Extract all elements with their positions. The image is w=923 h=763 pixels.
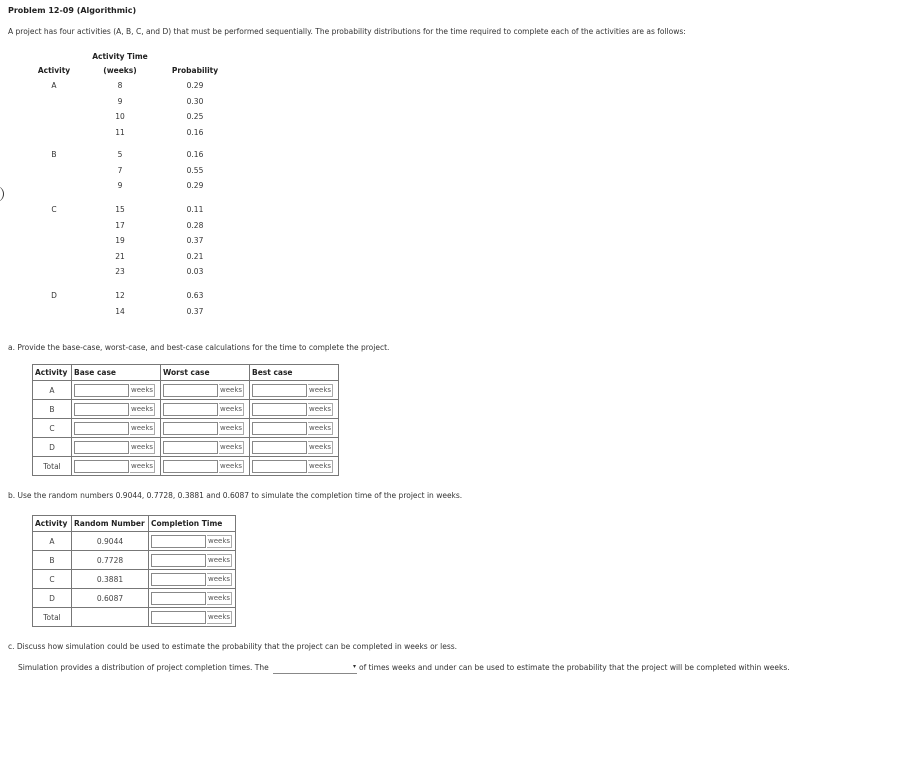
case-row-activity: C [33,419,72,438]
sim-row-activity: A [33,532,72,551]
completion-time-input[interactable] [151,611,206,624]
sim-random-number: 0.6087 [72,589,149,608]
dist-probability-value: 0.03 [186,267,204,276]
dist-probability-value: 0.55 [186,165,204,175]
weeks-unit-label: weeks [219,403,244,416]
dist-activity-c: C [51,205,57,214]
weeks-unit-label: weeks [130,384,155,397]
sim-row-activity: D [33,589,72,608]
part-c-dropdown[interactable] [273,664,357,674]
case-row-a [33,381,339,400]
dist-time-value: 12 [115,291,125,300]
base-case-cell [72,419,161,438]
case-table [32,364,339,476]
completion-time-cell [149,532,236,551]
weeks-unit-label: weeks [207,554,232,567]
completion-time-wrap [149,573,235,586]
sim-random-number: 0.3881 [72,570,149,589]
weeks-unit-label: weeks [219,441,244,454]
dist-time-value: 17 [115,220,125,230]
dist-activity-a: A [51,81,57,90]
part-b-question: b. Use the random numbers 0.9044, 0.7728, 0.3881 and 0.6087 to simulate the completion time of the project in weeks. [8,491,463,500]
weeks-unit-label: weeks [219,384,244,397]
sim-header-activity: Activity [33,516,72,532]
completion-time-wrap [149,535,235,548]
dist-header-time-line1: Activity Time [92,52,148,61]
part-c-answer-after: of times weeks and under can be used to estimate the probability that the project will be completed within weeks. [359,663,790,672]
base-case-wrap [72,441,160,454]
weeks-unit-label: weeks [308,422,333,435]
dist-time-value: 10 [115,112,125,121]
weeks-unit-label: weeks [130,422,155,435]
worst-case-cell [161,400,250,419]
dist-probability-value: 0.21 [186,251,204,261]
dist-time-value: 5 [117,150,123,159]
sim-random-number: 0.9044 [72,532,149,551]
dist-header-probability: Probability [171,66,219,75]
case-header-best-case: Best case [250,365,339,381]
base-case-input[interactable] [74,384,129,397]
sim-row-activity: B [33,551,72,570]
base-case-input[interactable] [74,403,129,416]
sim-row-b [33,551,236,570]
part-c-answer-before: Simulation provides a distribution of project completion times. The [18,663,269,672]
completion-time-wrap [149,592,235,605]
dist-probability-value: 0.25 [186,112,204,121]
worst-case-input[interactable] [163,460,218,473]
completion-time-input[interactable] [151,573,206,586]
completion-time-cell [149,551,236,570]
worst-case-cell [161,419,250,438]
sim-row-activity: C [33,570,72,589]
case-row-activity: B [33,400,72,419]
best-case-input[interactable] [252,403,307,416]
best-case-wrap [250,460,338,473]
part-a-question: a. Provide the base-case, worst-case, and best-case calculations for the time to complete the project. [8,343,390,352]
sim-row-total [33,608,236,627]
weeks-unit-label: weeks [308,441,333,454]
dist-probability-value: 0.37 [186,306,204,316]
best-case-input[interactable] [252,422,307,435]
case-row-activity: A [33,381,72,400]
weeks-unit-label: weeks [308,403,333,416]
dist-time-value: 21 [115,251,125,261]
dist-time-value: 9 [117,96,123,106]
dist-time-value: 11 [115,127,125,137]
dist-time-value: 15 [115,205,125,214]
problem-title: Problem 12-09 (Algorithmic) [8,6,137,15]
dist-probability-value: 0.37 [186,236,204,245]
sim-row-a [33,532,236,551]
dist-probability-value: 0.63 [186,291,204,300]
weeks-unit-label: weeks [219,422,244,435]
base-case-input[interactable] [74,422,129,435]
base-case-cell [72,381,161,400]
sim-row-activity: Total [33,608,72,627]
weeks-unit-label: weeks [207,573,232,586]
case-row-d [33,438,339,457]
left-edge-bracket [0,186,4,202]
case-row-b [33,400,339,419]
dist-time-value: 23 [115,267,125,276]
weeks-unit-label: weeks [219,460,244,473]
best-case-cell [250,457,339,476]
completion-time-cell [149,570,236,589]
sim-row-d [33,589,236,608]
completion-time-input[interactable] [151,592,206,605]
dist-time-value: 8 [117,81,123,90]
best-case-input[interactable] [252,384,307,397]
dist-probability-value: 0.29 [186,181,204,190]
dist-probability-value: 0.28 [186,220,204,230]
weeks-unit-label: weeks [308,460,333,473]
best-case-wrap [250,403,338,416]
dist-probability-value: 0.11 [186,205,204,214]
weeks-unit-label: weeks [130,403,155,416]
dist-probability-value: 0.16 [186,127,204,137]
worst-case-input[interactable] [163,403,218,416]
simulation-table [32,515,236,627]
worst-case-input[interactable] [163,384,218,397]
part-c-question: c. Discuss how simulation could be used to estimate the probability that the project can be completed in weeks or less. [8,642,458,651]
best-case-input[interactable] [252,460,307,473]
weeks-unit-label: weeks [130,441,155,454]
base-case-wrap [72,460,160,473]
dist-activity-b: B [51,150,57,159]
sim-header-completion-time: Completion Time [149,516,236,532]
case-header-activity: Activity [33,365,72,381]
sim-header-random-number: Random Number [72,516,149,532]
completion-time-input[interactable] [151,554,206,567]
completion-time-input[interactable] [151,535,206,548]
best-case-cell [250,419,339,438]
worst-case-wrap [161,460,249,473]
sim-random-number [72,608,149,627]
weeks-unit-label: weeks [207,611,232,624]
base-case-wrap [72,403,160,416]
case-row-activity: D [33,438,72,457]
best-case-input[interactable] [252,441,307,454]
worst-case-wrap [161,441,249,454]
base-case-cell [72,400,161,419]
dropdown-arrow-icon[interactable]: ▾ [353,663,357,670]
dist-time-value: 9 [117,181,123,190]
weeks-unit-label: weeks [308,384,333,397]
base-case-cell [72,438,161,457]
dist-activity-d: D [51,291,57,300]
best-case-cell [250,438,339,457]
sim-random-number: 0.7728 [72,551,149,570]
case-row-activity: Total [33,457,72,476]
completion-time-cell [149,608,236,627]
base-case-input[interactable] [74,441,129,454]
problem-intro: A project has four activities (A, B, C, and D) that must be performed sequentially. The probability distributions for the time required to complete each of the activities are as follows: [8,27,686,36]
best-case-wrap [250,441,338,454]
dist-header-time-line2: (weeks) [103,66,137,75]
case-row-total [33,457,339,476]
weeks-unit-label: weeks [207,592,232,605]
worst-case-cell [161,438,250,457]
case-row-c [33,419,339,438]
best-case-wrap [250,384,338,397]
worst-case-wrap [161,403,249,416]
best-case-wrap [250,422,338,435]
worst-case-wrap [161,384,249,397]
worst-case-input[interactable] [163,441,218,454]
completion-time-wrap [149,611,235,624]
best-case-cell [250,381,339,400]
dist-time-value: 19 [115,236,125,245]
case-header-worst-case: Worst case [161,365,250,381]
dist-time-value: 7 [117,165,123,175]
base-case-input[interactable] [74,460,129,473]
best-case-cell [250,400,339,419]
sim-row-c [33,570,236,589]
worst-case-cell [161,381,250,400]
worst-case-cell [161,457,250,476]
base-case-wrap [72,384,160,397]
completion-time-cell [149,589,236,608]
completion-time-wrap [149,554,235,567]
dist-probability-value: 0.30 [186,96,204,106]
base-case-wrap [72,422,160,435]
dist-probability-value: 0.29 [186,81,204,90]
dist-header-activity: Activity [37,66,71,75]
dist-probability-value: 0.16 [186,150,204,159]
weeks-unit-label: weeks [130,460,155,473]
dist-time-value: 14 [115,306,125,316]
worst-case-input[interactable] [163,422,218,435]
case-header-base-case: Base case [72,365,161,381]
weeks-unit-label: weeks [207,535,232,548]
base-case-cell [72,457,161,476]
worst-case-wrap [161,422,249,435]
